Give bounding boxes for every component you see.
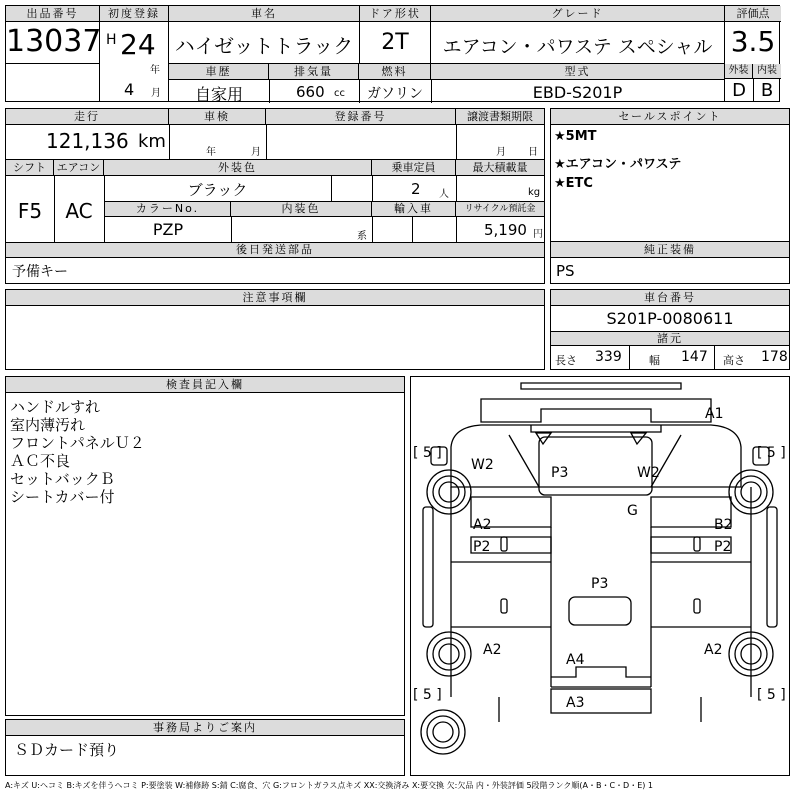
marker-a2-left-bottom: A2 bbox=[483, 642, 502, 658]
inspector-block bbox=[5, 376, 405, 716]
tire-left-top-label: [ 5 ] bbox=[413, 445, 442, 461]
later-parts-value: 予備キー bbox=[12, 264, 68, 280]
max-load-unit: kg bbox=[528, 187, 541, 198]
marker-p2-right: P2 bbox=[714, 539, 732, 555]
lot-cell bbox=[6, 6, 102, 63]
reg-number-label: 登録番号 bbox=[266, 109, 456, 125]
int-score-value: B bbox=[760, 80, 774, 101]
office-block bbox=[5, 719, 405, 776]
sales-point-2: ★エアコン・パワステ bbox=[554, 157, 682, 172]
marker-a2-right-bottom: A2 bbox=[704, 642, 723, 658]
aircon-label: エアコン bbox=[54, 160, 104, 176]
sales-point-3: ★ETC bbox=[554, 176, 593, 191]
fuel-value: ガソリン bbox=[367, 86, 423, 102]
marker-p3-top: P3 bbox=[551, 465, 569, 481]
displacement-unit: cc bbox=[334, 88, 345, 99]
recycle-unit: 円 bbox=[533, 229, 543, 240]
history-label: 車歴 bbox=[169, 64, 269, 80]
width-label: 幅 bbox=[649, 354, 660, 367]
inspector-line-6: シートカバー付 bbox=[10, 488, 115, 506]
damage-diagram bbox=[410, 376, 790, 776]
marker-p3-bed: P3 bbox=[591, 576, 609, 592]
transfer-month-unit: 月 bbox=[496, 147, 506, 158]
first-reg-era: H bbox=[106, 32, 117, 48]
wheel-icons bbox=[421, 470, 773, 754]
inspector-label: 検査員記入欄 bbox=[6, 377, 404, 393]
lot-label: 出品番号 bbox=[6, 6, 99, 22]
car-name-value: ハイゼットトラック bbox=[174, 34, 354, 58]
int-color-label: 内装色 bbox=[231, 202, 372, 217]
height-value: 178 bbox=[761, 349, 788, 365]
genuine-equipment-label: 純正装備 bbox=[551, 242, 789, 258]
mileage-value: 121,136 bbox=[46, 129, 129, 153]
score-value: 3.5 bbox=[730, 25, 776, 58]
inspector-line-4: ＡＣ不良 bbox=[10, 452, 71, 470]
marker-p2-left: P2 bbox=[473, 539, 491, 555]
marker-a4: A4 bbox=[566, 652, 585, 668]
first-reg-year-unit: 年 bbox=[150, 65, 160, 76]
capacity-value: 2 bbox=[411, 180, 421, 198]
door-label: ドア形状 bbox=[360, 6, 430, 22]
displacement-label: 排気量 bbox=[269, 64, 359, 80]
first-reg-month-unit: 月 bbox=[151, 88, 161, 99]
ext-color-value: ブラック bbox=[187, 181, 248, 199]
ext-score-value: D bbox=[732, 80, 746, 101]
max-load-label: 最大積載量 bbox=[456, 160, 544, 176]
sales-point-block bbox=[550, 108, 790, 242]
mileage-unit: km bbox=[138, 131, 166, 152]
first-reg-year: 24 bbox=[120, 28, 156, 61]
office-label: 事務局よりご案内 bbox=[6, 720, 404, 736]
color-no-value: PZP bbox=[152, 220, 184, 239]
sales-points-label: セールスポイント bbox=[551, 109, 789, 125]
car-name-label: 車名 bbox=[169, 6, 359, 22]
ext-score-label: 外装 bbox=[725, 64, 753, 79]
first-reg-month: 4 bbox=[124, 80, 135, 99]
truck-outline bbox=[411, 377, 789, 775]
import-label: 輸入車 bbox=[372, 202, 456, 217]
inspector-line-1: ハンドルすれ bbox=[10, 398, 101, 416]
aircon-value: AC bbox=[65, 199, 93, 223]
shift-label: シフト bbox=[6, 160, 54, 176]
model-code-value: EBD-S201P bbox=[532, 83, 623, 102]
marker-b2: B2 bbox=[714, 517, 733, 533]
sales-point-1: ★5MT bbox=[554, 129, 597, 144]
vehicle-info-block bbox=[5, 108, 545, 284]
legend-text: A:キズ U:ヘコミ B:キズを伴うヘコミ P:要塗装 W:補修跡 S:錆 C:腐食、穴 G:フロントガラス点キズ XX:交換済み X:要交換 欠:欠品 内・外装評価 5段階ランク順(A・B・C・D・E) 1 bbox=[5, 781, 654, 790]
chassis-value: S201P-0080611 bbox=[606, 309, 734, 328]
inspection-year-unit: 年 bbox=[206, 147, 216, 158]
shift-value: F5 bbox=[17, 199, 43, 223]
genuine-equipment-block bbox=[550, 241, 790, 284]
notes-block bbox=[5, 289, 545, 370]
ext-color-label: 外装色 bbox=[104, 160, 372, 176]
specs-label: 諸元 bbox=[551, 331, 789, 346]
history-value: 自家用 bbox=[194, 85, 243, 104]
later-parts-label: 後日発送部品 bbox=[6, 243, 544, 258]
recycle-label: リサイクル預託金 bbox=[456, 202, 544, 217]
marker-g: G bbox=[627, 503, 638, 519]
model-code-label: 型式 bbox=[431, 64, 724, 80]
mileage-label: 走行 bbox=[6, 109, 169, 125]
tire-right-top-label: [ 5 ] bbox=[757, 445, 786, 461]
notes-label: 注意事項欄 bbox=[6, 290, 544, 306]
office-value: ＳＤカード預り bbox=[14, 741, 120, 759]
color-no-label: カラーNo. bbox=[105, 202, 231, 217]
chassis-label: 車台番号 bbox=[551, 290, 789, 306]
marker-a1: A1 bbox=[705, 406, 724, 422]
inspection-label: 車検 bbox=[169, 109, 266, 125]
first-reg-label: 初度登録 bbox=[100, 6, 168, 22]
tire-left-bottom-label: [ 5 ] bbox=[413, 687, 442, 703]
width-value: 147 bbox=[681, 349, 708, 365]
score-label: 評価点 bbox=[725, 6, 781, 22]
chassis-block bbox=[550, 289, 790, 370]
capacity-unit: 人 bbox=[439, 189, 449, 200]
tire-right-bottom-label: [ 5 ] bbox=[757, 687, 786, 703]
inspection-month-unit: 月 bbox=[251, 147, 261, 158]
inspector-line-5: セットバックＢ bbox=[10, 470, 115, 488]
marker-w2-right: W2 bbox=[637, 465, 660, 481]
genuine-equipment-value: PS bbox=[556, 262, 575, 280]
int-color-unit: 系 bbox=[357, 231, 367, 242]
recycle-value: 5,190 bbox=[484, 221, 527, 239]
marker-a3: A3 bbox=[566, 695, 585, 711]
grade-label: グレード bbox=[431, 6, 724, 22]
marker-w2-left: W2 bbox=[471, 457, 494, 473]
length-value: 339 bbox=[595, 349, 622, 365]
transfer-day-unit: 日 bbox=[528, 147, 538, 158]
inspector-line-2: 室内薄汚れ bbox=[10, 416, 86, 434]
int-score-label: 内装 bbox=[753, 64, 781, 79]
height-label: 高さ bbox=[723, 354, 745, 367]
grade-value: エアコン・パワステ スペシャル bbox=[442, 36, 713, 58]
fuel-label: 燃料 bbox=[359, 64, 431, 80]
lot-value: 13037 bbox=[6, 24, 102, 59]
marker-a2-left-top: A2 bbox=[473, 517, 492, 533]
length-label: 長さ bbox=[555, 354, 577, 367]
displacement-value: 660 bbox=[296, 83, 325, 101]
header-row-1 bbox=[5, 5, 780, 102]
inspector-line-3: フロントパネルＵ２ bbox=[10, 434, 145, 452]
door-value: 2T bbox=[381, 30, 409, 55]
capacity-label: 乗車定員 bbox=[372, 160, 456, 176]
transfer-period-label: 譲渡書類期限 bbox=[456, 109, 544, 125]
